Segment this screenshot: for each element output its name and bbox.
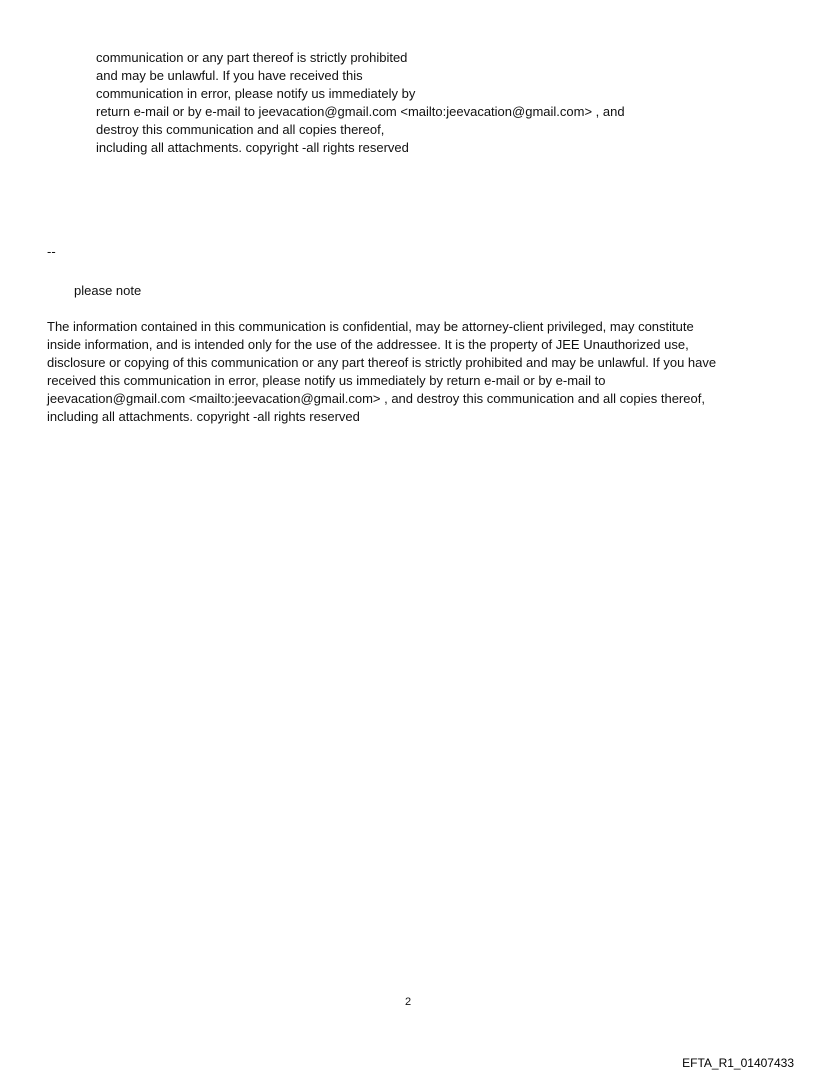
quoted-line: destroy this communication and all copies thereof,: [96, 122, 385, 137]
disclaimer-line: including all attachments. copyright -all rights reserved: [47, 409, 360, 424]
page-number: 2: [404, 996, 412, 1008]
disclaimer-paragraph: [47, 318, 767, 426]
signature-separator: --: [47, 244, 56, 259]
quoted-line: communication or any part thereof is strictly prohibited: [96, 50, 408, 65]
disclaimer-line: jeevacation@gmail.com <mailto:jeevacation@gmail.com> , and destroy this communication and all copies thereof,: [47, 391, 705, 406]
quoted-line: including all attachments. copyright -all rights reserved: [96, 140, 409, 155]
quoted-disclaimer-block: [96, 49, 736, 157]
disclaimer-line: received this communication in error, please notify us immediately by return e-mail or by e-mail to: [47, 373, 606, 388]
please-note-label: please note: [74, 283, 142, 298]
disclaimer-line: disclosure or copying of this communication or any part thereof is strictly prohibited and may be unlawful. If you have: [47, 355, 717, 370]
quoted-line: return e-mail or by e-mail to jeevacation@gmail.com <mailto:jeevacation@gmail.com> , and: [96, 104, 625, 119]
disclaimer-line: inside information, and is intended only for the use of the addressee. It is the property of JEE Unauthorized use,: [47, 337, 689, 352]
quoted-line: communication in error, please notify us immediately by: [96, 86, 416, 101]
document-id: EFTA_R1_01407433: [682, 1056, 794, 1070]
disclaimer-line: The information contained in this communication is confidential, may be attorney-client privileged, may constitute: [47, 319, 694, 334]
quoted-line: and may be unlawful. If you have received this: [96, 68, 363, 83]
